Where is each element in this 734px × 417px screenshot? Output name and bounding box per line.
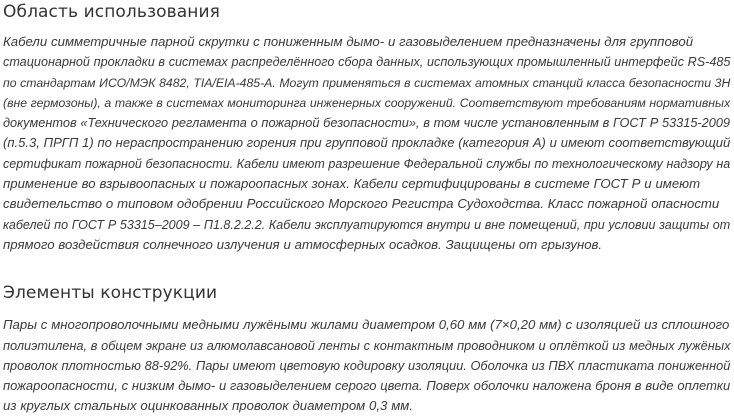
text-line: из круглых стальных оцинкованных проволок диаметром 0,3 мм.	[3, 398, 413, 414]
section-title-usage: Область использования	[3, 2, 220, 22]
text-line: пожароопасности, с низким дымо- и газовыделением серого цвета. Поверх оболочки наложена броня в виде оплетки	[3, 378, 731, 394]
text-line: Пары с многопроволочными медными лужёными жилами диаметром 0,60 мм (7×0,20 мм) с изоляцией из сплошного	[3, 317, 730, 333]
text-line: проволок плотностью 88-92%. Пары имеют цветовую кодировку изоляции. Оболочка из ПВХ пластиката пониженной	[3, 357, 731, 373]
text-line: документов «Технического регламента о пожарной безопасности», в том числе установленным в ГОСТ Р 53315-2009	[3, 115, 731, 131]
text-line: по стандартам ИСО/МЭК 8482, TIA/EIA-485-A. Могут применяться в системах атомных станций класса безопасности 3Н	[3, 75, 731, 90]
text-line: прямого воздействия солнечного излучения и атмосферных осадков. Защищены от грызунов.	[3, 236, 603, 252]
section-body-construction	[3, 315, 730, 416]
text-line: применение во взрывоопасных и пожароопасных зонах. Кабели сертифицированы в системе ГОСТ Р и имеют	[3, 176, 701, 192]
text-line: свидетельство о типовом одобрении Российского Морского Регистра Судоходства. Класс пожарной опасности	[3, 196, 720, 212]
text-line: Кабели симметричные парной скрутки с пониженным дымо- и газовыделением предназначены для групповой	[3, 34, 694, 49]
text-line: (вне гермозоны), а также в системах мониторинга инженерных сооружений. Соответствуют требованиям нормативных	[3, 95, 731, 110]
text-line: стационарной прокладки в системах распределённого сбора данных, использующих промышленный интерфейс RS-485	[3, 55, 731, 70]
section-construction	[3, 281, 730, 416]
section-usage	[3, 0, 730, 255]
section-body-usage	[3, 32, 730, 255]
text-line: полиэтилена, в общем экране из алюмолавсановой ленты с контактным проводником и оплёткой из медных лужёных	[3, 337, 731, 353]
text-line: кабелей по ГОСТ Р 53315–2009 – П1.8.2.2.2. Кабели эксплуатируются внутри и вне помещений, при условии защиты от	[3, 217, 731, 232]
text-line: сертификат пожарной безопасности. Кабели имеют разрешение Федеральной службы по технологическому надзору на	[3, 156, 731, 171]
text-line: (п.5.3, ПРГП 1) по нераспространению горения при групповой прокладке (категория А) и имеют соответствующий	[3, 135, 731, 151]
section-title-construction: Элементы конструкции	[3, 283, 218, 304]
